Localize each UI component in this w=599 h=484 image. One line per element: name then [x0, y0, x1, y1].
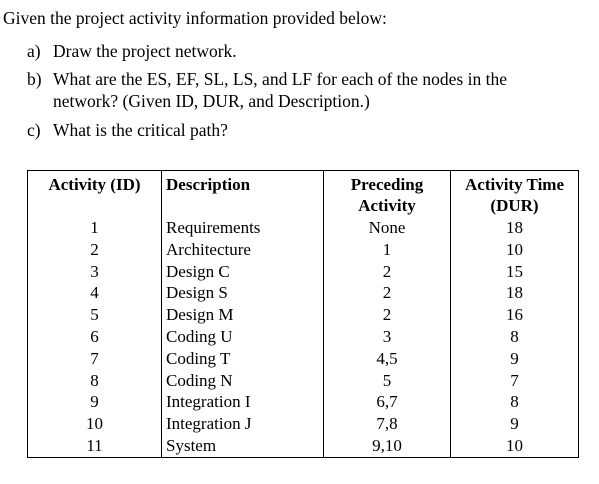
cell-activity-time: 18 — [451, 282, 579, 304]
cell-activity-time: 9 — [451, 413, 579, 435]
activity-table — [27, 170, 579, 458]
cell-description: Design M — [162, 304, 324, 326]
cell-preceding: 3 — [324, 326, 451, 348]
header-activity-time — [451, 171, 579, 218]
table-row — [28, 217, 579, 239]
cell-activity-id: 11 — [28, 435, 162, 457]
table-row — [28, 282, 579, 304]
cell-activity-time: 16 — [451, 304, 579, 326]
cell-preceding: 6,7 — [324, 391, 451, 413]
header-description: Description — [162, 171, 324, 218]
question-a-text: Draw the project network. — [53, 41, 237, 61]
cell-preceding: 1 — [324, 239, 451, 261]
cell-description: Architecture — [162, 239, 324, 261]
table-row — [28, 304, 579, 326]
cell-description: Requirements — [162, 217, 324, 239]
header-time-line1: Activity Time — [465, 175, 564, 194]
cell-activity-id: 10 — [28, 413, 162, 435]
cell-activity-id: 4 — [28, 282, 162, 304]
question-a-label: a) — [27, 41, 41, 61]
cell-activity-id: 5 — [28, 304, 162, 326]
table-row — [28, 348, 579, 370]
cell-description: Design S — [162, 282, 324, 304]
cell-activity-id: 7 — [28, 348, 162, 370]
header-time-line2: (DUR) — [490, 196, 539, 215]
cell-activity-id: 1 — [28, 217, 162, 239]
header-preceding-line1: Preceding — [350, 175, 424, 194]
question-b-label: b) — [27, 69, 42, 89]
question-b-text-line1: What are the ES, EF, SL, LS, and LF for each of the nodes in the — [53, 69, 507, 89]
table-header-row — [28, 171, 579, 218]
cell-activity-time: 9 — [451, 348, 579, 370]
cell-activity-time: 10 — [451, 435, 579, 457]
table-row — [28, 413, 579, 435]
header-preceding-line2: Activity — [358, 196, 416, 215]
table-body — [28, 217, 579, 457]
cell-activity-time: 8 — [451, 326, 579, 348]
cell-activity-time: 10 — [451, 239, 579, 261]
cell-description: Design C — [162, 261, 324, 283]
cell-description: Coding N — [162, 370, 324, 392]
cell-preceding: 7,8 — [324, 413, 451, 435]
question-c-label: c) — [27, 120, 41, 140]
cell-activity-time: 18 — [451, 217, 579, 239]
table-row — [28, 435, 579, 457]
cell-preceding: 2 — [324, 282, 451, 304]
table-row — [28, 370, 579, 392]
cell-activity-id: 8 — [28, 370, 162, 392]
cell-preceding: 2 — [324, 261, 451, 283]
cell-activity-time: 8 — [451, 391, 579, 413]
cell-description: System — [162, 435, 324, 457]
header-preceding — [324, 171, 451, 218]
cell-description: Integration I — [162, 391, 324, 413]
table-row — [28, 391, 579, 413]
cell-activity-id: 2 — [28, 239, 162, 261]
cell-preceding: 5 — [324, 370, 451, 392]
cell-activity-time: 7 — [451, 370, 579, 392]
table-row — [28, 326, 579, 348]
cell-description: Coding U — [162, 326, 324, 348]
cell-description: Integration J — [162, 413, 324, 435]
cell-activity-id: 6 — [28, 326, 162, 348]
cell-preceding: 4,5 — [324, 348, 451, 370]
header-activity-id: Activity (ID) — [28, 171, 162, 218]
cell-description: Coding T — [162, 348, 324, 370]
cell-preceding: 9,10 — [324, 435, 451, 457]
cell-activity-id: 3 — [28, 261, 162, 283]
cell-preceding: 2 — [324, 304, 451, 326]
table-row — [28, 261, 579, 283]
intro-text: Given the project activity information provided below: — [3, 8, 387, 28]
cell-activity-id: 9 — [28, 391, 162, 413]
cell-activity-time: 15 — [451, 261, 579, 283]
question-c-text: What is the critical path? — [53, 120, 228, 140]
cell-preceding: None — [324, 217, 451, 239]
table-row — [28, 239, 579, 261]
question-b-text-line2: network? (Given ID, DUR, and Description.) — [53, 91, 370, 111]
